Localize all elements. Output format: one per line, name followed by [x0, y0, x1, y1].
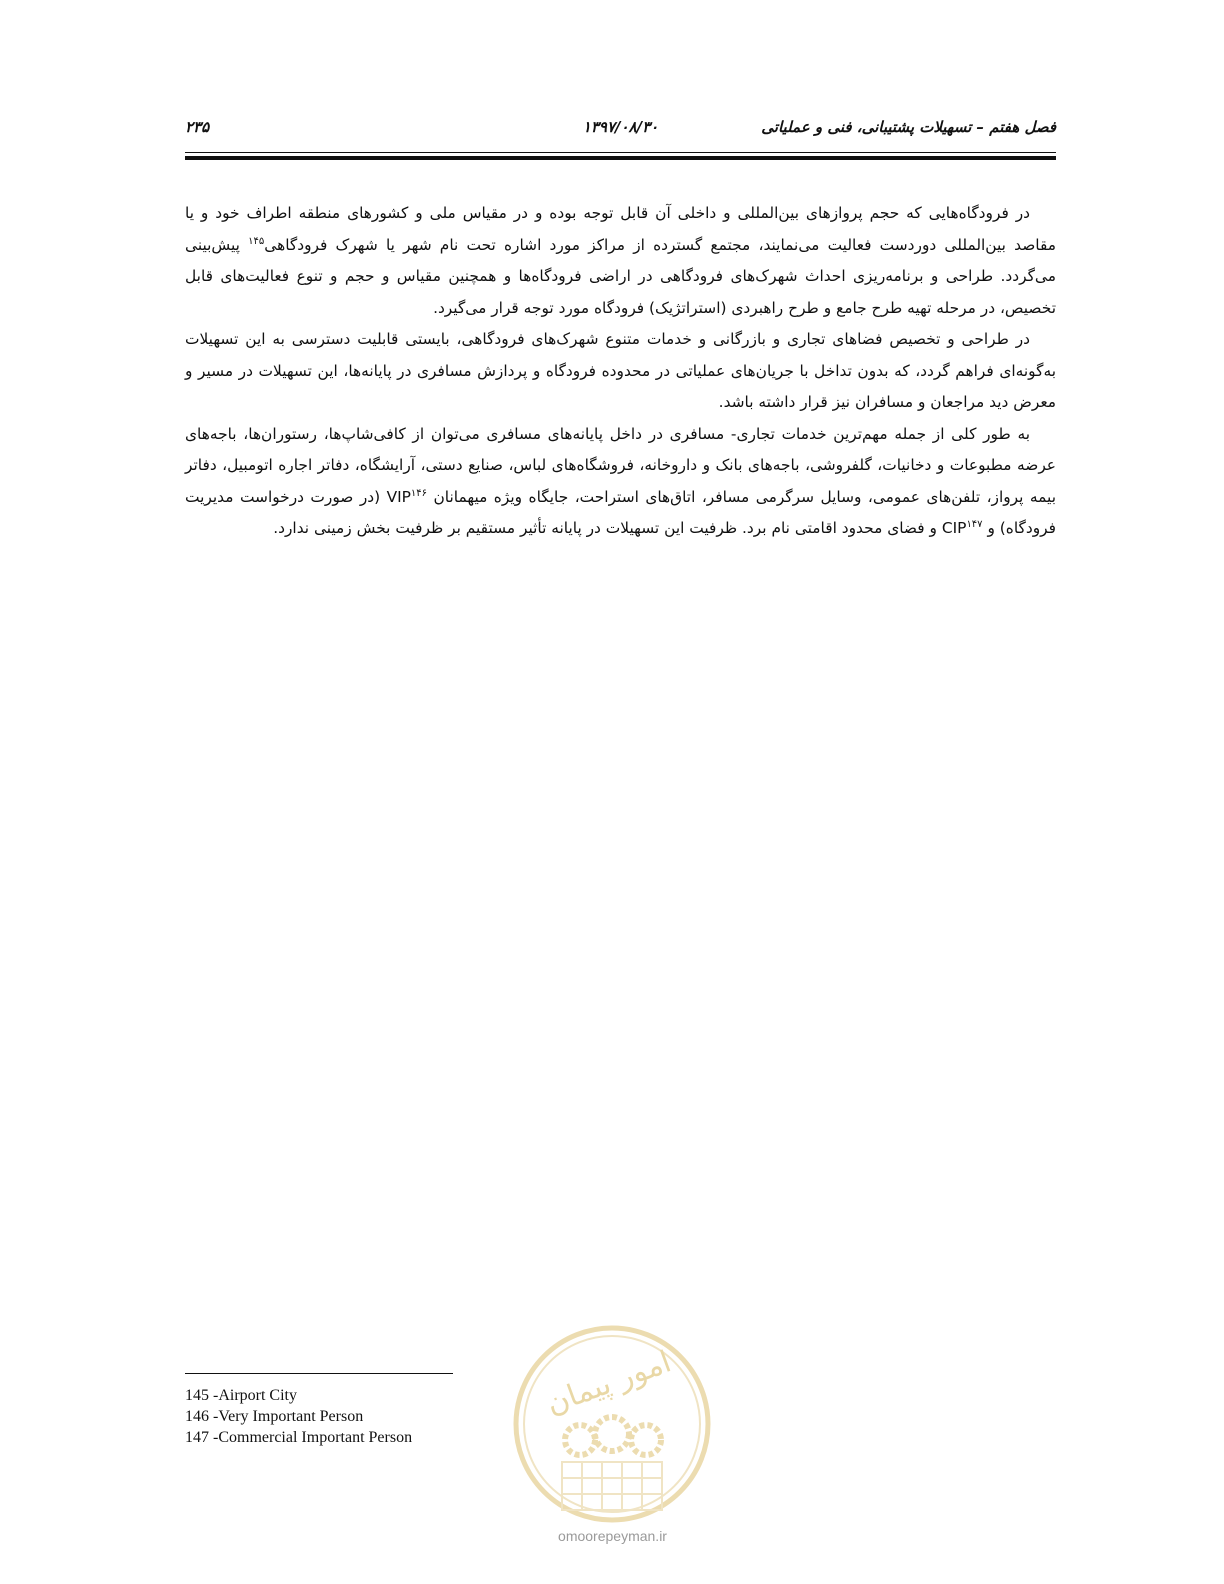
header-rule-thin: [185, 152, 1056, 153]
header-date: ۱۳۹۷/۰۸/۳۰: [582, 118, 659, 136]
footnote-ref-145: ۱۴۵: [248, 235, 265, 247]
footnote-separator: [185, 1373, 453, 1374]
paragraph-1-text-a: در فرودگاه‌هایی که حجم پروازهای بین‌المللی و داخلی آن قابل توجه بوده و در مقیاس ملی و کشورهای منطقه اطراف خود و یا مقاصد بین‌المللی دوردست فعالیت می‌نمایند، مجتمع گسترده از مراکز مورد اشاره تحت نام شهر یا شهرک فرودگاهی: [185, 204, 1057, 254]
watermark-site-text: omoorepeyman.ir: [558, 1528, 667, 1544]
paragraph-2-text: در طراحی و تخصیص فضاهای تجاری و بازرگانی و خدمات متنوع شهرک‌های فرودگاهی، بایستی قابلیت دسترسی به این تسهیلات به‌گونه‌ای فراهم گردد، که بدون تداخل با جریان‌های عملیاتی در محدوده فرودگاه و پردازش مسافری در پایانه‌ها، این تسهیلات در مسیر و معرض دید مراجعان و مسافران نیز قرار داشته باشد.: [185, 330, 1056, 411]
footnote-146: 146 -Very Important Person: [185, 1408, 364, 1425]
footnote-ref-147: ۱۴۷: [966, 518, 983, 530]
watermark-site: [520, 1528, 705, 1544]
paragraph-2: [185, 324, 1056, 419]
watermark-logo-text: امور پیمان: [541, 1344, 676, 1422]
page-number: ۲۳۵: [185, 118, 210, 136]
page-header: [185, 118, 1056, 146]
watermark-logo-icon: [510, 1322, 715, 1527]
footnote-ref-146: ۱۴۶: [410, 487, 428, 499]
paragraph-1: [185, 198, 1056, 324]
header-rule-thick: [185, 156, 1056, 160]
paragraph-3-text-a: به طور کلی از جمله مهم‌ترین خدمات تجاری- مسافری در داخل پایانه‌های مسافری می‌توان از کافی‌شاپ‌ها، رستوران‌ها، باجه‌های عرضه مطبوعات و دخانیات، گلفروشی، باجه‌های بانک و داروخانه، فروشگاه‌های لباس، صنایع دستی، آرایشگاه، دفاتر اجاره اتومبیل، دفاتر بیمه پرواز، تلفن‌های عمومی، وسایل سرگرمی مسافر، اتاق‌های استراحت، جایگاه ویژه میهمانان VIP: [185, 424, 1056, 506]
paragraph-3-text-b: (در صورت درخواست مدیریت فرودگاه) و CIP: [185, 487, 1056, 537]
footnote-147: 147 -Commercial Important Person: [185, 1429, 413, 1446]
paragraph-3: [185, 419, 1056, 545]
paragraph-3-text-c: و فضای محدود اقامتی نام برد. ظرفیت این تسهیلات در پایانه تأثیر مستقیم بر ظرفیت بخش زمینی ندارد.: [273, 519, 942, 537]
footnote-145: 145 -Airport City: [185, 1387, 297, 1404]
chapter-title: فصل هفتم – تسهیلات پشتیبانی، فنی و عملیاتی: [761, 118, 1056, 136]
footnotes: [185, 1385, 412, 1448]
paragraph-1-text-b: پیش‌بینی می‌گردد. طراحی و برنامه‌ریزی احداث شهرک‌های فرودگاهی در اراضی فرودگاه‌ها و همچنین مقیاس و حجم و تنوع فعالیت‌های قابل تخصیص، در مرحله تهیه طرح جامع و طرح راهبردی (استراتژیک) فرودگاه مورد توجه قرار می‌گیرد.: [185, 235, 1056, 317]
body-text: [185, 198, 1056, 545]
